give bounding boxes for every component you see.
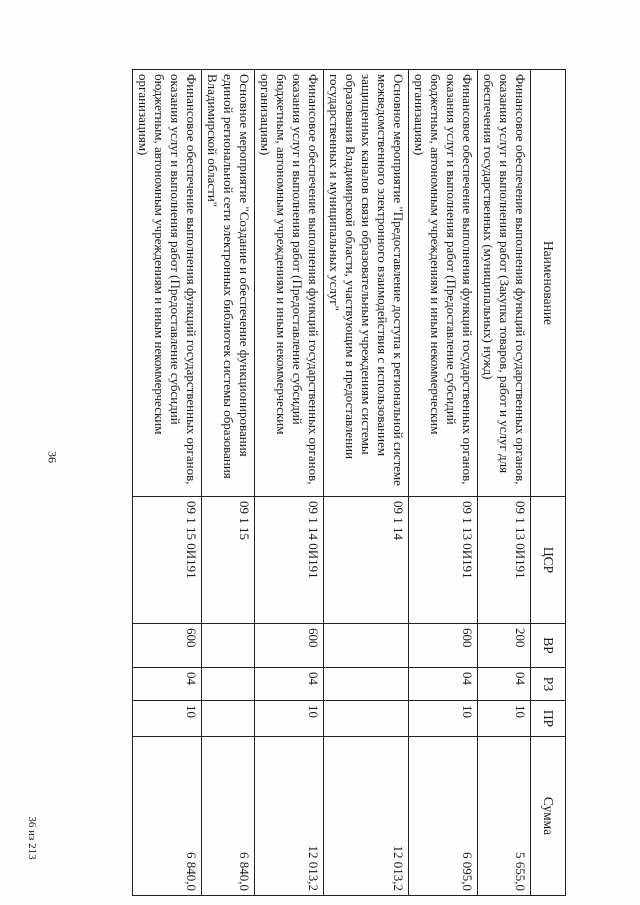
table-row xyxy=(202,70,255,896)
header-rz: РЗ xyxy=(531,668,566,701)
row-pr xyxy=(324,701,409,737)
row-sum: 5 655,0 xyxy=(478,737,531,896)
row-sum: 6 095,0 xyxy=(409,737,478,896)
row-vr: 600 xyxy=(255,624,324,668)
row-name: Финансовое обеспечение выполнения функций государственных органов, оказания услуг и выполнения работ (Предоставление субсидий бюджетным, автономным учреждениям и иным некоммерческим организациям) xyxy=(133,70,202,497)
table-row xyxy=(255,70,324,896)
row-pr: 10 xyxy=(478,701,531,737)
row-csr: 09 1 14 xyxy=(324,497,409,624)
header-sum: Сумма xyxy=(531,737,566,896)
table-header-row xyxy=(531,70,566,896)
row-csr: 09 1 13 0И191 xyxy=(409,497,478,624)
row-name: Основное мероприятие "Предоставление доступа к региональной системе межведомственного электронного взаимодействия с использованием защищенных каналов связи образовательным учреждениям системы образования Владимирской области, участвующим в предоставлении государственных и муниципальных услуг" xyxy=(324,70,409,497)
row-csr: 09 1 14 0И191 xyxy=(255,497,324,624)
table-row xyxy=(478,70,531,896)
row-name: Финансовое обеспечение выполнения функций государственных органов, оказания услуг и выполнения работ (Предоставление субсидий бюджетным, автономным учреждениям и иным некоммерческим организациям) xyxy=(409,70,478,497)
row-vr: 200 xyxy=(478,624,531,668)
row-vr xyxy=(324,624,409,668)
header-csr: ЦСР xyxy=(531,497,566,624)
table-row xyxy=(133,70,202,896)
page-footer: 36 из 213 xyxy=(26,816,38,860)
row-rz: 04 xyxy=(409,668,478,701)
budget-table-rotated xyxy=(80,69,566,895)
row-pr: 10 xyxy=(255,701,324,737)
header-pr: ПР xyxy=(531,701,566,737)
row-csr: 09 1 15 xyxy=(202,497,255,624)
row-rz: 04 xyxy=(255,668,324,701)
header-vr: ВР xyxy=(531,624,566,668)
row-vr: 600 xyxy=(133,624,202,668)
row-vr xyxy=(202,624,255,668)
row-rz xyxy=(324,668,409,701)
row-sum: 6 840,0 xyxy=(133,737,202,896)
row-vr: 600 xyxy=(409,624,478,668)
row-rz: 04 xyxy=(133,668,202,701)
budget-table xyxy=(132,69,566,896)
page-number: 36 xyxy=(45,451,60,463)
row-pr xyxy=(202,701,255,737)
row-csr: 09 1 15 0И191 xyxy=(133,497,202,624)
row-name: Финансовое обеспечение выполнения функций государственных органов, оказания услуг и выполнения работ (Закупка товаров, работ и услуг для обеспечения государственных (муниципальных) нужд) xyxy=(478,70,531,497)
row-sum: 6 840,0 xyxy=(202,737,255,896)
header-name: Наименование xyxy=(531,70,566,497)
row-pr: 10 xyxy=(409,701,478,737)
row-sum: 12 013,2 xyxy=(324,737,409,896)
row-rz xyxy=(202,668,255,701)
budget-table-container xyxy=(80,69,566,895)
row-name: Финансовое обеспечение выполнения функций государственных органов, оказания услуг и выполнения работ (Предоставление субсидий бюджетным, автономным учреждениям и иным некоммерческим организациям) xyxy=(255,70,324,497)
row-rz: 04 xyxy=(478,668,531,701)
row-sum: 12 013,2 xyxy=(255,737,324,896)
table-row xyxy=(324,70,409,896)
row-name: Основное мероприятие "Создание и обеспечение функционирования единой региональной сети электронных библиотек системы образования Владимирской области" xyxy=(202,70,255,497)
row-pr: 10 xyxy=(133,701,202,737)
table-row xyxy=(409,70,478,896)
row-csr: 09 1 13 0И191 xyxy=(478,497,531,624)
